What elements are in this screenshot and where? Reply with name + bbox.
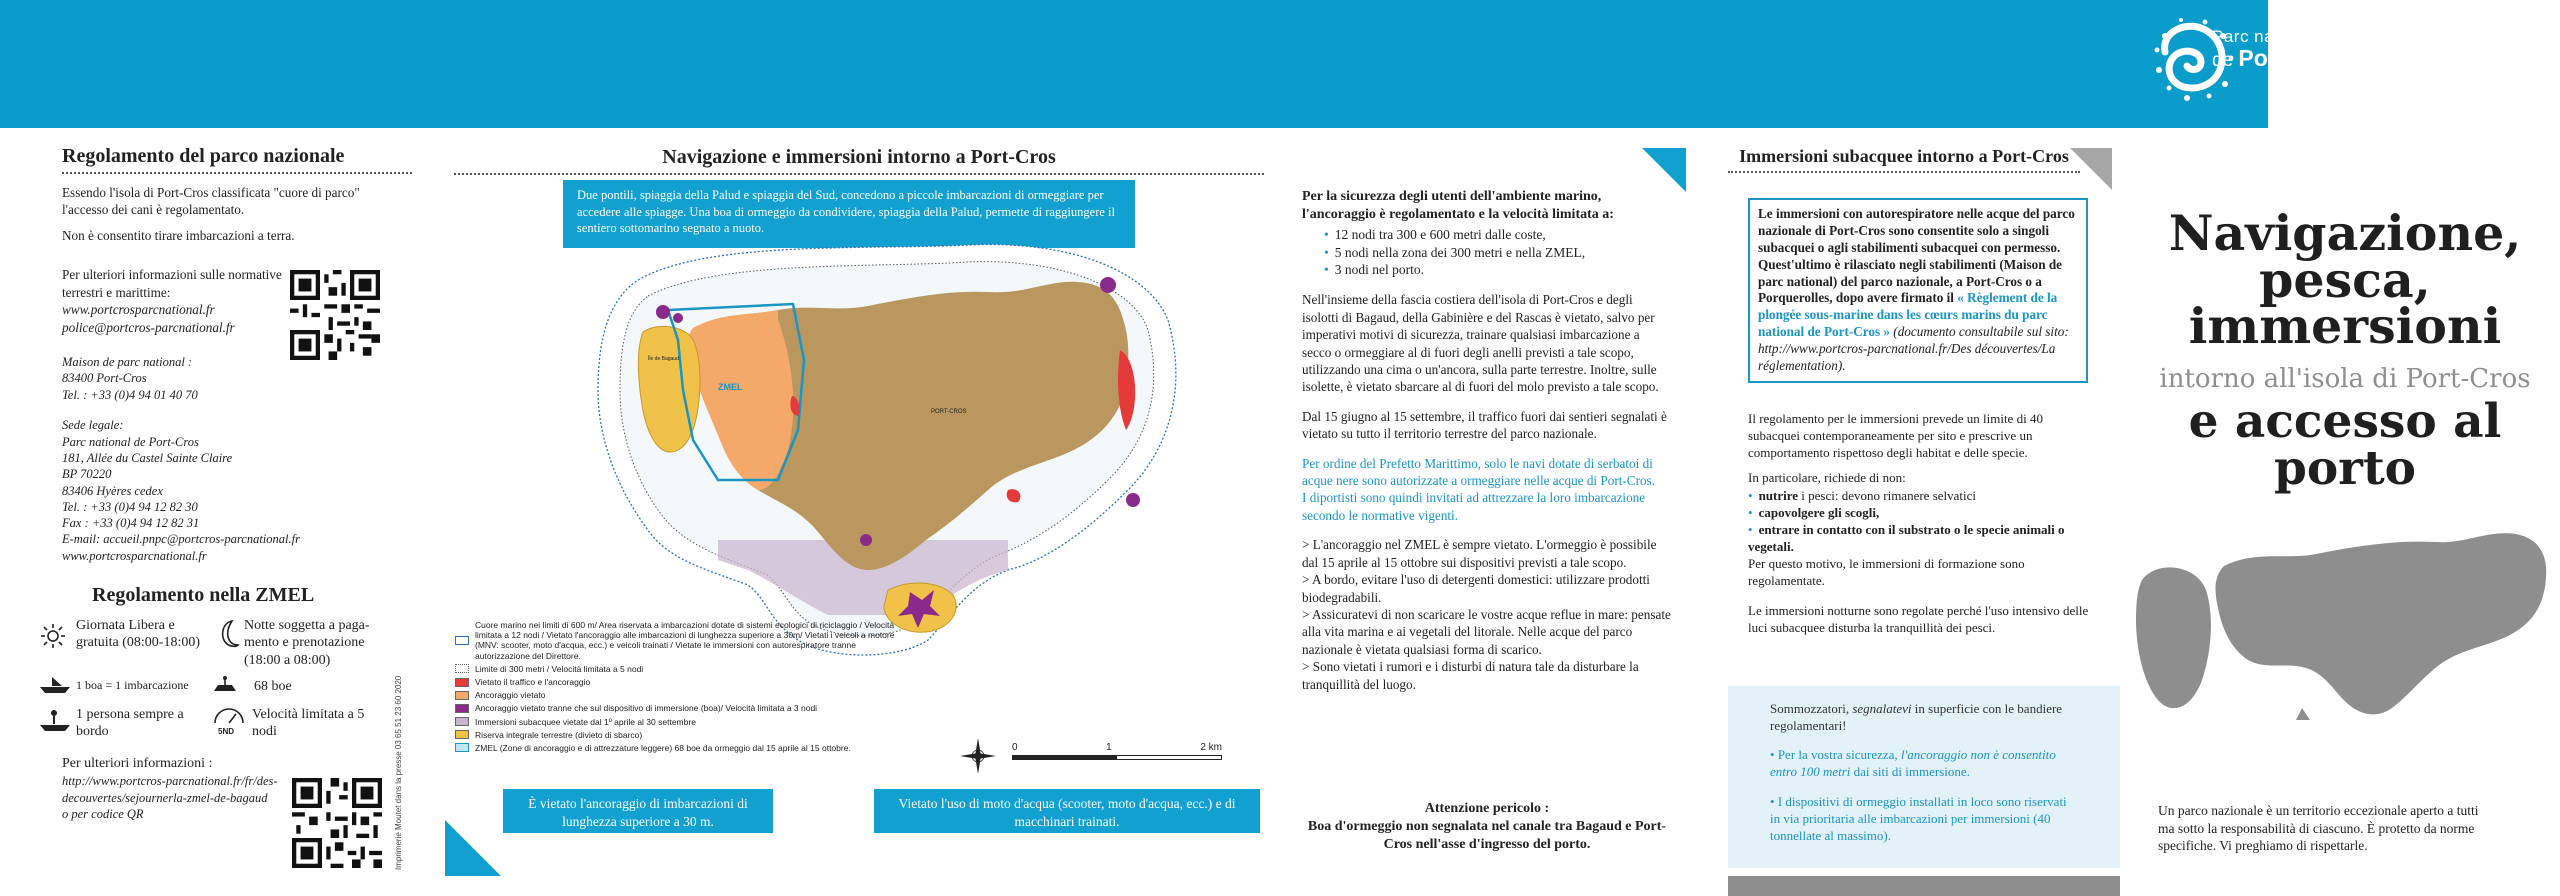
legend-row: Limite di 300 metri / Velocità limitata a 5 nodi	[455, 664, 895, 674]
sun-icon	[40, 623, 66, 649]
info-url[interactable]: www.portcrosparcnational.fr	[62, 302, 215, 318]
sede-line: 83406 Hyères cedex	[62, 483, 163, 498]
north-arrow-icon	[958, 736, 998, 776]
list-item: • 12 nodi tra 300 e 600 metri dalle coste,	[1324, 226, 1672, 244]
park-rules-column	[62, 145, 412, 823]
zmel-title: Regolamento nella ZMEL	[92, 583, 315, 606]
more-info-url[interactable]: http://www.portcros-parcnational.fr/fr/des-decouvertes/sejournerla-zmel-de-bagaud	[62, 774, 278, 805]
diver-signal: Sommozzatori, segnalatevi in superficie con le bandiere regolamentari!	[1770, 701, 2063, 734]
anchor-ban-box: È vietato l'ancoraggio di imbarcazioni di lunghezza superiore a 30 m.	[503, 789, 773, 833]
sede-line: BP 70220	[62, 467, 112, 482]
cover-title-2	[2130, 394, 2560, 496]
list-item: • 3 nodi nel porto.	[1324, 261, 1672, 279]
zmel-rules	[62, 617, 412, 747]
discharge-rule: > Assicuratevi di non scaricare le vostre acque reflue in mare: pensate alla vita marina e ai vegetali del litorale. Nelle acque del parco nazionale è vietata qualsiasi forma di scarico.	[1302, 607, 1671, 657]
header-bar	[0, 0, 2268, 128]
printer-note: Imprimerie Moutet dans la presse 03 65 51 23 60 2020	[394, 675, 403, 870]
park-rules-title: Regolamento del parco nazionale	[62, 145, 345, 167]
jetski-ban-box: Vietato l'uso di moto d'acqua (scooter, moto d'acqua, ecc.) e di macchinari trainati.	[874, 789, 1260, 833]
island-map-label: PORT-CROS	[931, 409, 967, 415]
sede-line: Tel. : +33 (0)4 94 12 82 30	[62, 499, 198, 514]
zmel-night: Notte soggetta a paga-mento e prenotazione (18:00 a 08:00)	[244, 617, 370, 668]
map-banner: Due pontili, spiaggia della Palud e spiaggia del Sud, concedono a piccole imbarcazioni di ormeggiare per accedere alle spiagge. Una boa di ormeggio da condividere, spiaggia della Palud, permette di raggiungere il sentiero sottomarino segnato a nuoto.	[563, 180, 1135, 248]
list-item: • entrare in contatto con il substrato o le specie animali o vegetali.	[1748, 521, 2098, 555]
navigation-rules-column	[1302, 188, 1672, 693]
dogs-rule: Essendo l'isola di Port-Cros classificata "cuore di parco" l'accesso dei cani è regolamentato.	[62, 185, 360, 218]
map-legend	[455, 620, 895, 756]
cover-title-line: Navigazione,	[2168, 204, 2522, 262]
legend-row: Riserva integrale terrestre (divieto di sbarco)	[455, 730, 895, 740]
bagaud-map-label: Île de Bagaud	[648, 356, 679, 362]
sede-line: Fax : +33 (0)4 94 12 82 31	[62, 516, 200, 531]
map-title-wrap	[454, 146, 1264, 175]
detergent-rule: > A bordo, evitare l'uso di detergenti domestici: utilizzare prodotti biodegradabili.	[1302, 572, 1650, 605]
legend-row: Ancoraggio vietato	[455, 690, 895, 700]
legend-swatch	[455, 704, 469, 713]
legend-row: Cuore marino nei limiti di 600 m/ Area riservata a imbarcazioni dotate di sistemi ecologici di riciclaggio / Velocità limitata a 12 nodi / Vietato l'ancoraggio alle imbarcazioni di lunghezza superiore a 30m/ Vietati i veicoli a motore (MNV: scooter, moto d'acqua, ecc.) e veicoli trainati / Vietate le immersioni con autorespiratore tranne autorizzazione del Direttore.	[455, 620, 895, 661]
legend-swatch	[455, 717, 469, 726]
list-item: • 5 nodi nella zona dei 300 metri e nella ZMEL,	[1324, 244, 1672, 262]
diver-panel	[1728, 686, 2120, 868]
legend-row: Vietato il traffico e l'ancoraggio	[455, 677, 895, 687]
legend-swatch	[455, 636, 469, 645]
dive-regulation-link[interactable]: « Règlement de la plongée sous-marine dans les cœurs marins du parc national de Port-Cros »	[1758, 290, 2058, 340]
maison-label: Maison de parc national :	[62, 354, 193, 369]
list-item: • nutrire i pesci: devono rimanere selvatici	[1748, 487, 2098, 504]
coastal-rule: Nell'insieme della fascia costiera dell'isola di Port-Cros e degli isolotti di Bagaud, della Gabinière e del Rascas è vietato, salvo per imperativi motivi di sicurezza, trainare qualsiasi imbarcazione a secco o ormeggiare al di fuori degli anelli previsti a tale scopo, utilizzando una cima o un'ancora, sulla parte terrestre. Inoltre, sulle isolette, è vietato sbarcare al di fuori del molo previsto a tale scopo.	[1302, 292, 1659, 395]
maison-city: 83400 Port-Cros	[62, 371, 147, 386]
info-mail[interactable]: police@portcros-parcnational.fr	[62, 319, 235, 335]
map-title: Navigazione e immersioni intorno a Port-Cros	[662, 146, 1056, 168]
info-intro: Per ulteriori informazioni sulle normative terrestri e marittime:	[62, 267, 282, 300]
training-rule: Per questo motivo, le immersioni di formazione sono regolamentate.	[1748, 556, 2025, 589]
sede-line[interactable]: www.portcrosparcnational.fr	[62, 548, 207, 563]
boat-icon	[38, 675, 72, 695]
danger-note	[1302, 800, 1672, 853]
sede-line[interactable]: E-mail: accueil.pnpc@portcros-parcnational.fr	[62, 532, 300, 547]
brand-name: Parc national de Port-Cros	[2212, 27, 2345, 71]
qr-code-icon[interactable]	[292, 778, 382, 868]
legend-row: ZMEL (Zone di ancoraggio e di attrezzature leggere) 68 boe da ormeggio dal 15 aprile al 15 ottobre.	[455, 743, 895, 753]
scale-0: 0	[1012, 742, 1018, 753]
zmel-boat: 1 boa = 1 imbarcazione	[76, 677, 189, 692]
dive-limit-rule: Il regolamento per le immersioni prevede un limite di 40 subacquei contemporaneamente per sito e prescrive un comportamento rispettoso degli habitat e delle specie.	[1748, 411, 2043, 461]
corner-decoration	[1642, 148, 1686, 192]
zmel-speed: Velocità limitata a 5 nodi	[252, 706, 365, 739]
map-scale	[1012, 742, 1222, 760]
speed-list	[1324, 226, 1672, 279]
list-item: • capovolgere gli scogli,	[1748, 504, 2098, 521]
moon-icon	[216, 619, 240, 649]
cover-subtitle: intorno all'isola di Port-Cros	[2159, 364, 2531, 394]
danger-text: Boa d'ormeggio non segnalata nel canale tra Bagaud e Port-Cros nell'asse d'ingresso del porto.	[1307, 819, 1667, 852]
dive-permit-box	[1748, 198, 2088, 383]
dive-prohibit-list	[1748, 487, 2098, 556]
night-dive-rule: Le immersioni notturne sono regolate perché l'uso intensivo delle luci subacquee disturba la tranquillità dei pesci.	[1748, 602, 2089, 635]
trail-rule: Dal 15 giugno al 15 settembre, il traffico fuori dai sentieri segnalati è vietato su tutto il territorio terrestre del parco nazionale.	[1302, 408, 1667, 442]
person-boat-icon	[38, 709, 72, 733]
more-info-qr-text: o per codice QR	[62, 807, 144, 822]
boaters-advice: I diportisti sono quindi invitati ad attrezzare la loro imbarcazione secondo le normative vigenti.	[1302, 490, 1646, 523]
legend-swatch	[455, 743, 469, 752]
legend-swatch	[455, 691, 469, 700]
port-cros-map	[448, 240, 1268, 660]
island-silhouette-icon	[2136, 520, 2556, 720]
legend-row: Ancoraggio vietato tranne che sul dispositivo di immersione (boa)/ Velocità limitata a 3 nodi	[455, 703, 895, 713]
dive-doc-note: (documento consultabile sul sito: http://www.portcros-parcnational.fr/Des découvertes/La réglementation).	[1758, 324, 2069, 374]
more-info-intro: Per ulteriori informazioni :	[62, 755, 213, 771]
cover-title-line: e accesso al	[2188, 394, 2502, 449]
boats-rule: Non è consentito tirare imbarcazioni a terra.	[62, 227, 295, 243]
zmel-day: Giornata Libera e gratuita (08:00-18:00)	[76, 617, 201, 651]
qr-code-icon[interactable]	[290, 270, 380, 360]
zmel-buoys: 68 boe	[254, 678, 292, 694]
dive-permit-text: Le immersioni con autorespiratore nelle acque del parco nazionale di Port-Cros sono consentite solo a singoli subacquei o agli stabilimenti subacquei con permesso. Quest'ultimo è rilasciato negli stabilimenti (Maison de parc national) del parco nazionale, a Port-Cros o a Porquerolles, dopo avere firmato il	[1758, 206, 2075, 306]
cover-title	[2130, 204, 2560, 356]
scale-1: 1	[1106, 742, 1112, 753]
cover-title-line: porto	[2273, 441, 2417, 496]
danger-title: Attenzione pericolo :	[1424, 801, 1550, 816]
legend-row: Immersioni subacquee vietate dal 1º aprile al 30 settembre	[455, 717, 895, 727]
zmel-map-label: ZMEL	[718, 382, 743, 392]
zmel-person: 1 persona sempre a bordo	[76, 706, 184, 739]
maison-tel: Tel. : +33 (0)4 94 01 40 70	[62, 387, 198, 402]
zmel-anchor-rule: > L'ancoraggio nel ZMEL è sempre vietato. L'ormeggio è possibile dal 15 aprile al 15 ottobre sui dispositivi previsti a tale scopo.	[1302, 537, 1657, 570]
legend-swatch	[455, 730, 469, 739]
diver-anchor-rule: • Per la vostra sicurezza, l'ancoraggio non è consentito entro 100 metri dai siti di immersione.	[1770, 747, 2056, 780]
legend-swatch	[455, 678, 469, 687]
legend-swatch	[455, 664, 469, 673]
prefect-order: Per ordine del Prefetto Marittimo, solo le navi dotate di serbatoi di acque nere sono autorizzate a ormeggiare nelle acque di Port-Cros.	[1302, 455, 1655, 489]
sede-line: 181, Allée du Castel Sainte Claire	[62, 451, 233, 466]
noise-rule: > Sono vietati i rumori e i disturbi di natura tale da disturbare la tranquillità del luogo.	[1302, 659, 1639, 692]
dive-prohibit-intro: In particolare, richiede di non:	[1748, 470, 1906, 486]
scale-2: 2 km	[1200, 742, 1222, 753]
speed-limit-sign: 5ND	[218, 726, 235, 736]
sede-line: Parc national de Port-Cros	[62, 434, 199, 449]
dive-title-wrap	[1728, 146, 2080, 173]
sede-address	[62, 434, 412, 564]
cover-title-line: immersioni	[2188, 297, 2502, 356]
buoy-icon	[210, 675, 240, 695]
corner-decoration	[445, 820, 501, 876]
dive-rules	[1748, 410, 2098, 636]
safety-intro: Per la sicurezza degli utenti dell'ambiente marino, l'ancoraggio è regolamentato e la velocità limitata a:	[1302, 189, 1614, 222]
cover-title-line: pesca,	[2259, 250, 2431, 309]
sede-label: Sede legale:	[62, 418, 124, 433]
diver-mooring-rule: • I dispositivi di ormeggio installati in loco sono riservati in via prioritaria alle imbarcazioni per immersioni (40 tonnellate al massimo).	[1770, 793, 2067, 843]
cover-footer: Un parco nazionale è un territorio eccezionale aperto a tutti ma sotto la responsabilità di ciascuno. È protetto da norme specifiche. Vi preghiamo di rispettarle.	[2158, 803, 2479, 854]
dive-title: Immersioni subacquee intorno a Port-Cros	[1739, 146, 2069, 166]
grey-footer-bar	[1728, 876, 2120, 896]
